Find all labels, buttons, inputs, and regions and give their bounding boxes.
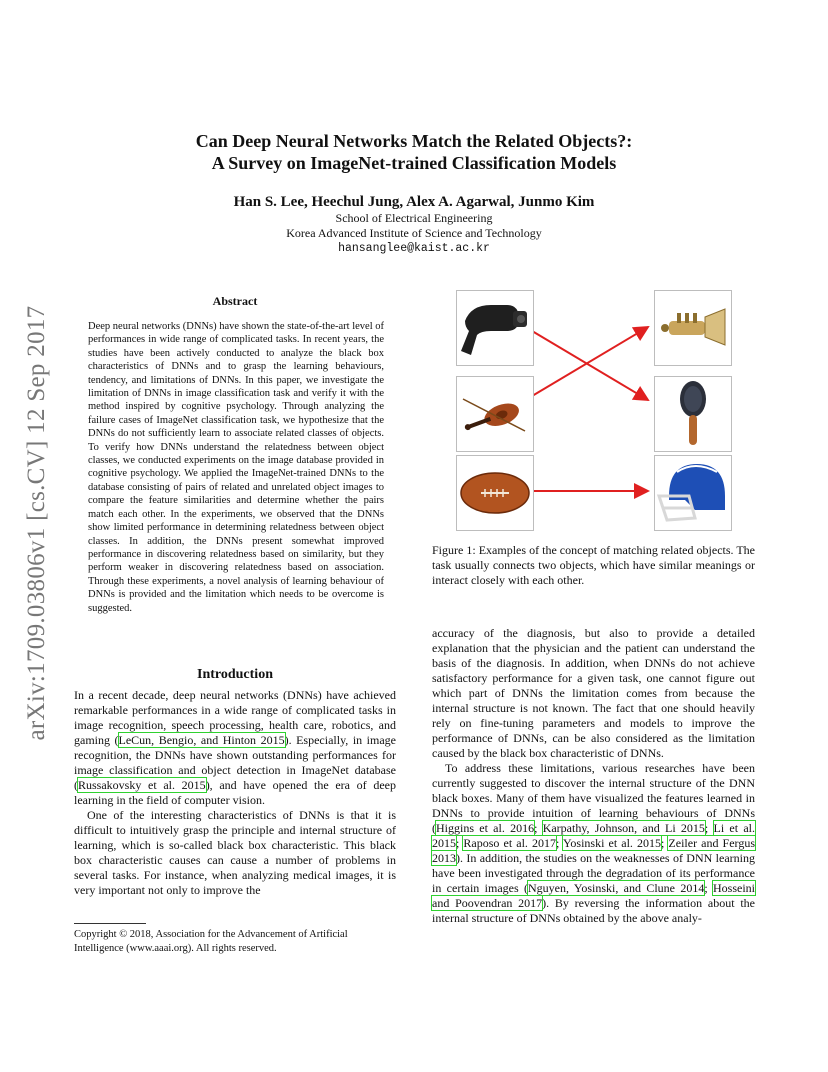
hair-dryer-icon [457,291,533,365]
citation-link[interactable]: Hosseini and Poovendran 2017 [432,881,755,910]
left-column-body [74,688,396,898]
citation-link[interactable]: Li et al. 2015 [432,821,755,850]
arxiv-stamp [14,288,60,758]
right-column-body [432,626,755,926]
hair-brush-icon [655,377,731,451]
author-list: Han S. Lee, Heechul Jung, Alex A. Agarwal, Junmo Kim [233,194,595,210]
introduction-heading: Introduction [197,667,273,682]
arrow-dryer-to-brush [522,325,648,400]
title-line-1: Can Deep Neural Networks Match the Related Objects?: [195,131,633,151]
arxiv-stamp-text: arXiv:1709.03806v1 [cs.CV] 12 Sep 2017 [23,305,50,741]
citation-link[interactable]: Zeiler and Fergus 2013 [432,836,756,865]
affiliation [0,211,828,256]
violin-icon [457,377,533,451]
helmet-icon [655,456,731,530]
image-hair-brush [654,376,732,452]
citation-link[interactable]: Yosinski et al. 2015 [562,836,661,850]
image-hair-dryer [456,290,534,366]
figure-caption: Figure 1: Examples of the concept of matching related objects. The task usually connects two objects, which have similar meanings or interact closely with each other. [432,543,755,587]
abstract-text: Deep neural networks (DNNs) have shown the state-of-the-art level of performances in wide range of complicated tasks. In recent years, the studies have been actively conducted to analyze the black box characteristics of DNNs and to grasp the learning behaviours, tendency, and limitations of DNNs. In this paper, we investigate the limitation of DNNs in image classification task and verify it with the method inspired by cognitive psychology. Through analyzing the failure cases of ImageNet classification task, we hypothesize that the DNNs do not sufficiently learn to associate related classes of objects. To verify how DNNs understand the relatedness between object classes, we conducted experiments on the image database provided in cognitive psychology. We applied the ImageNet-trained DNNs to the database consisting of pairs of related and unrelated object images to compare the feature similarities and determine whether the pairs match each other. In the experiments, we observed that the DNNs show limited performance in determining relatedness between object classes. In addition, the DNNs present somewhat improved performance in discovering relatedness based on similarity, but they perform weaker in discovering relatedness based on association. Through these experiments, a novel analysis of learning behaviour of DNNs is provided and the limitation which needs to be overcome is suggested. [88,321,384,614]
intro-paragraph-1: In a recent decade, deep neural networks (DNNs) have achieved remarkable performances in a wide range of complicated tasks in image recognition, speech processing, health care, robotics, and gaming (LeCun, Bengio, and Hinton 2015). Especially, in image recognition, the DNNs have shown outstanding performances for image classification and object detection in ImageNet database (Russakovsky et al. 2015), and have opened the era of deep learning in the field of computer vision. [74,688,396,807]
citation-link[interactable]: Higgins et al. 2016 [436,821,535,835]
tuba-icon [655,291,731,365]
citation-link[interactable]: Raposo et al. 2017 [463,836,556,850]
institute: Korea Advanced Institute of Science and Technology [286,226,542,240]
image-violin [456,376,534,452]
football-icon [457,456,533,530]
intro-paragraph-4: To address these limitations, various researches have been currently suggested to discover the internal structure of the DNN black boxes. Many of them have visualized the features learned in DNNs to provide intuition of learning behaviours of DNNs (Higgins et al. 2016; Karpathy, Johnson, and Li 2015; Li et al. 2015; Raposo et al. 2017; Yosinski et al. 2015; Zeiler and Fergus 2013). In addition, the studies on the weaknesses of DNN learning have been investigated through the degradation of its performance in certain images (Nguyen, Yosinski, and Clune 2014; Hosseini and Poovendran 2017). By reversing the information about the internal structure of DNNs obtained by the above analy- [432,761,756,925]
intro-paragraph-2: One of the interesting characteristics of DNNs is that it is difficult to intuitively grasp the principle and internal structure of learning, which is so-called black box characteristic. This black box characteristic causes can cause a number of problems in several tasks. For instance, when analyzing medical images, it is very important not only to improve the [74,808,396,897]
citation-link[interactable]: Russakovsky et al. 2015 [78,778,206,792]
department: School of Electrical Engineering [335,211,493,225]
citation-link[interactable]: LeCun, Bengio, and Hinton 2015 [118,733,285,747]
intro-paragraph-3: accuracy of the diagnosis, but also to provide a detailed explanation that the physician and the patient can understand the basis of the diagnosis. In addition, when DNNs do not achieve satisfactory performance for a given task, one cannot figure out which part of DNNs the limitation comes from because the internal structure is not known. The fact that one should heavily rely on fine-tuning parameters and models to improve the performance of DNNs, can be also considered as the limitation caused by the black box characteristic of DNNs. [432,626,755,760]
footnote-rule [74,923,146,924]
copyright-footnote: Copyright © 2018, Association for the Advancement of Artificial Intelligence (www.aaai.org). All rights reserved. [74,929,348,954]
arrow-violin-to-tuba [522,327,648,402]
image-football-helmet [654,455,732,531]
abstract-heading: Abstract [212,294,258,308]
citation-link[interactable]: Nguyen, Yosinski, and Clune 2014 [527,881,705,895]
image-tuba [654,290,732,366]
email: hansanglee@kaist.ac.kr [338,242,490,255]
paper-title [0,130,828,174]
title-line-2: A Survey on ImageNet-trained Classification Models [211,153,617,173]
figure-1 [440,280,756,538]
citation-link[interactable]: Karpathy, Johnson, and Li 2015 [542,821,705,835]
image-football [456,455,534,531]
